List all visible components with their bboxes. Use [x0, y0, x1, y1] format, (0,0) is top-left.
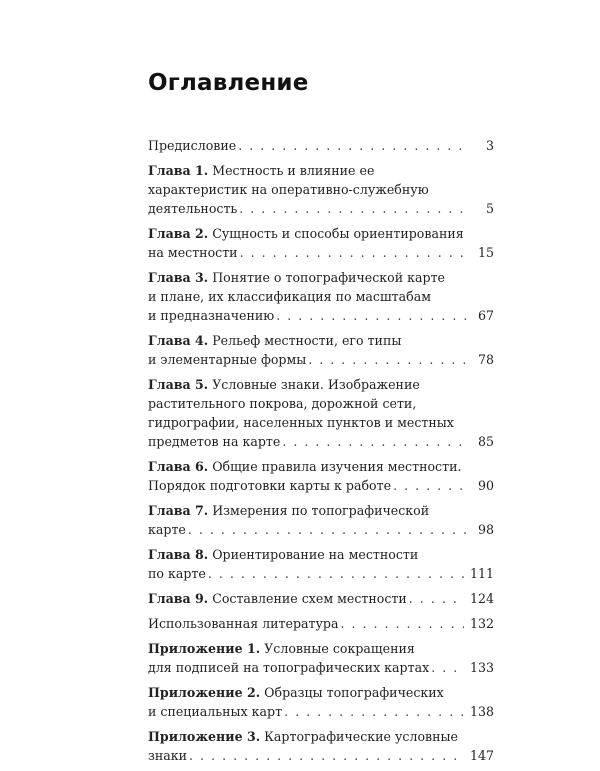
toc-entry-title-continued: гидрографии, населенных пунктов и местных: [148, 415, 454, 430]
page-number: 138: [469, 704, 494, 719]
dot-leader: [240, 243, 468, 262]
toc-entry-title: Составление схем местности: [208, 591, 407, 606]
page-number: 111: [469, 566, 494, 581]
dot-leader: [188, 520, 468, 539]
appendix-label: Приложение 2.: [148, 685, 261, 700]
toc-entry-title-continued: на местности: [148, 245, 238, 260]
dot-leader: [393, 476, 468, 495]
dot-leader: [282, 432, 468, 451]
dot-leader: [431, 658, 464, 677]
toc-entry-title-continued: Порядок подготовки карты к работе: [148, 478, 392, 493]
toc-entry-title: Рельеф местности, его типы: [208, 333, 402, 348]
toc-entry-title-continued: и специальных карт: [148, 704, 283, 719]
dot-leader: [189, 746, 464, 765]
chapter-label: Глава 3.: [148, 270, 209, 285]
page-number: 15: [477, 245, 494, 260]
toc-entry-title: Условные знаки. Изображение: [208, 377, 420, 392]
page-title: Оглавление: [148, 70, 309, 96]
toc-entry-chapter-7[interactable]: [148, 501, 494, 539]
dot-leader: [238, 136, 468, 155]
page-number: 133: [469, 660, 494, 675]
toc-entry-chapter-2[interactable]: [148, 224, 494, 262]
toc-entry-references[interactable]: [148, 614, 494, 633]
chapter-label: Глава 4.: [148, 333, 209, 348]
page-number: 3: [485, 138, 494, 153]
toc-entry-appendix-3[interactable]: [148, 727, 494, 765]
toc-entry-title-continued: по карте: [148, 566, 206, 581]
toc-entry-chapter-5[interactable]: [148, 375, 494, 451]
appendix-label: Приложение 1.: [148, 641, 261, 656]
toc-entry-title-continued: и предназначению: [148, 308, 275, 323]
page-number: 124: [469, 591, 494, 606]
toc-entry-title-continued: и плане, их классификация по масштабам: [148, 289, 432, 304]
appendix-label: Приложение 3.: [148, 729, 261, 744]
dot-leader: [208, 564, 464, 583]
page-number: 90: [477, 478, 494, 493]
toc-entry-title-continued: для подписей на топографических картах: [148, 660, 430, 675]
toc-entry-chapter-9[interactable]: [148, 589, 494, 608]
toc-entry-title: Использованная литература: [148, 616, 339, 631]
dot-leader: [308, 350, 468, 369]
dot-leader: [409, 589, 464, 608]
toc-entry-title: Условные сокращения: [260, 641, 415, 656]
toc-entry-title-continued: знаки: [148, 748, 188, 763]
table-of-contents: [148, 136, 494, 771]
toc-entry-title-continued: характеристик на оперативно-служебную: [148, 182, 429, 197]
dot-leader: [276, 306, 468, 325]
page-number: 5: [485, 201, 494, 216]
toc-entry-title: Измерения по топографической: [208, 503, 430, 518]
page-number: 78: [477, 352, 494, 367]
dot-leader: [239, 199, 468, 218]
toc-entry-title: Сущность и способы ориентирования: [208, 226, 464, 241]
page-number: 85: [477, 434, 494, 449]
page-number: 67: [477, 308, 494, 323]
page-number: 147: [469, 748, 494, 763]
toc-entry-title: Образцы топографических: [260, 685, 444, 700]
toc-entry-title: Местность и влияние ее: [208, 163, 375, 178]
toc-entry-appendix-1[interactable]: [148, 639, 494, 677]
chapter-label: Глава 5.: [148, 377, 209, 392]
toc-entry-chapter-6[interactable]: [148, 457, 494, 495]
toc-entry-title: Общие правила изучения местности.: [208, 459, 462, 474]
toc-entry-title-continued: и элементарные формы: [148, 352, 307, 367]
dot-leader: [284, 702, 464, 721]
toc-entry-title: Понятие о топографической карте: [208, 270, 445, 285]
toc-entry-title-continued: деятельность: [148, 201, 238, 216]
dot-leader: [341, 614, 464, 633]
chapter-label: Глава 1.: [148, 163, 209, 178]
chapter-label: Глава 7.: [148, 503, 209, 518]
toc-entry-title-continued: предметов на карте: [148, 434, 281, 449]
toc-entry-chapter-4[interactable]: [148, 331, 494, 369]
toc-entry-appendix-2[interactable]: [148, 683, 494, 721]
chapter-label: Глава 9.: [148, 591, 209, 606]
chapter-label: Глава 6.: [148, 459, 209, 474]
toc-entry-preface[interactable]: [148, 136, 494, 155]
toc-entry-title: Картографические условные: [260, 729, 459, 744]
toc-entry-title: Ориентирование на местности: [208, 547, 419, 562]
toc-entry-chapter-3[interactable]: [148, 268, 494, 325]
toc-entry-chapter-8[interactable]: [148, 545, 494, 583]
chapter-label: Глава 8.: [148, 547, 209, 562]
toc-entry-title: Предисловие: [148, 138, 237, 153]
toc-entry-title-continued: растительного покрова, дорожной сети,: [148, 396, 417, 411]
toc-entry-chapter-1[interactable]: [148, 161, 494, 218]
page-number: 132: [469, 616, 494, 631]
toc-entry-title-continued: карте: [148, 522, 186, 537]
chapter-label: Глава 2.: [148, 226, 209, 241]
page-number: 98: [477, 522, 494, 537]
